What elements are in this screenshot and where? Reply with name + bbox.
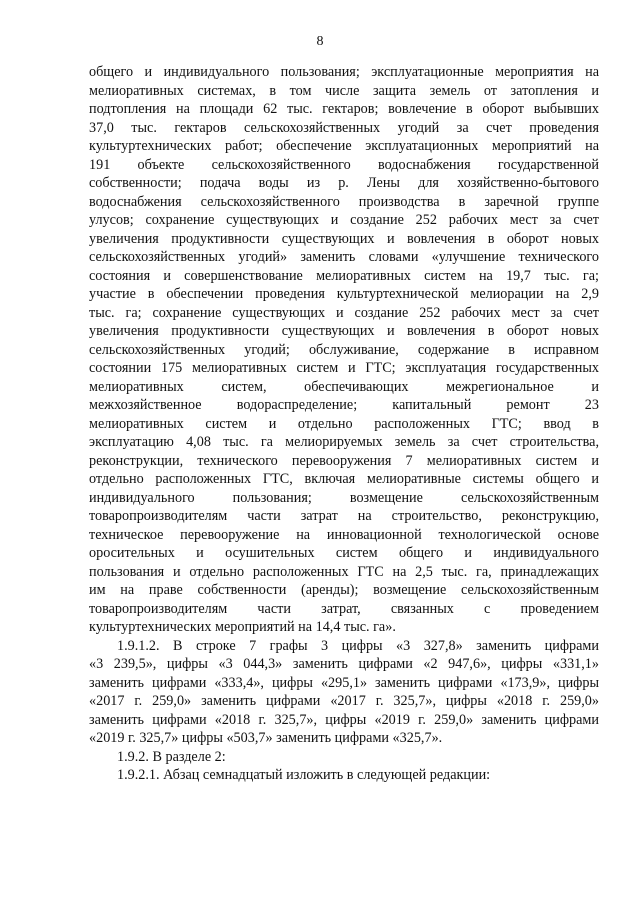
text-line: увеличения продуктивности существующих и вовлечения в оборот новых	[89, 230, 599, 247]
text-line: индивидуального пользования; возмещение сельскохозяйственным	[89, 489, 599, 506]
text-line: общего и индивидуального пользования; эксплуатационные мероприятия на	[89, 64, 599, 80]
text-line: состоянии 175 мелиоративных систем и ГТС; эксплуатация государственных	[89, 360, 599, 376]
page-number: 8	[316, 34, 324, 49]
text-line: участие в обеспечении проведения культуртехнической мелиорации на 2,9	[89, 286, 599, 302]
text-line: культуртехнических мероприятий на 14,4 тыс. га».	[89, 619, 396, 635]
text-line: им на праве собственности (аренды); возмещение сельскохозяйственным	[89, 582, 599, 598]
text-line: сельскохозяйственных угодий» заменить словами «улучшение технического	[89, 249, 599, 265]
text-line: оросительных и осушительных систем общего и индивидуального	[89, 545, 599, 561]
text-line: 1.9.2.1. Абзац семнадцатый изложить в следующей редакции:	[117, 767, 491, 783]
text-line: заменить цифрами «2018 г. 325,7», цифры «2019 г. 259,0» заменить цифрами	[89, 711, 599, 728]
text-line: «3 239,5», цифры «3 044,3» заменить цифрами «2 947,6», цифры «331,1»	[89, 656, 599, 672]
text-line: состояния и совершенствование мелиоративных систем на 19,7 тыс. га;	[89, 267, 599, 284]
text-line: культуртехнических работ; обеспечение эксплуатационных мероприятий на	[89, 138, 599, 154]
text-line: улусов; сохранение существующих и создание 252 рабочих мест за счет	[89, 212, 599, 228]
document-body	[89, 63, 599, 785]
text-line: пользования и отдельно расположенных ГТС на 2,5 тыс. га, принадлежащих	[89, 563, 599, 580]
text-line: реконструкции, технического перевооружения 7 мелиоративных систем и	[89, 452, 599, 469]
text-line: заменить цифрами «333,4», цифры «295,1» заменить цифрами «173,9», цифры	[89, 674, 599, 691]
text-line: собственности; подача воды из р. Лены для хозяйственно-бытового	[89, 175, 599, 191]
text-line: «2019 г. 325,7» цифры «503,7» заменить цифрами «325,7».	[89, 730, 443, 746]
text-line: мелиоративных системах, в том числе защита земель от затопления и	[89, 82, 599, 99]
text-line: межхозяйственное водораспределение; капитальный ремонт 23	[89, 397, 599, 413]
text-line: подтопления на площади 62 тыс. гектаров; вовлечение в оборот выбывших	[89, 101, 599, 117]
text-line: отдельно расположенных ГТС, включая мелиоративные системы общего и	[89, 471, 599, 487]
text-line: сельскохозяйственных угодий; обслуживание, содержание в исправном	[89, 341, 599, 358]
text-line: 1.9.1.2. В строке 7 графы 3 цифры «3 327,8» заменить цифрами	[117, 637, 599, 654]
text-line: мелиоративных систем, обеспечивающих межрегиональное и	[89, 378, 599, 395]
text-line: 1.9.2. В разделе 2:	[117, 748, 226, 765]
text-line: эксплуатацию 4,08 тыс. га мелиорируемых земель за счет строительства,	[89, 434, 599, 450]
text-line: техническое перевооружение на инновационной технологической основе	[89, 526, 599, 543]
text-line: 191 объекте сельскохозяйственного водоснабжения государственной	[89, 156, 599, 173]
text-line: увеличения продуктивности существующих и вовлечения в оборот новых	[89, 323, 599, 339]
text-line: товаропроизводителям части затрат, связанных с проведением	[89, 600, 599, 617]
text-line: товаропроизводителям части затрат на строительство, реконструкцию,	[89, 508, 599, 524]
text-line: водоснабжения сельскохозяйственного производства в заречной группе	[89, 193, 599, 210]
text-line: «2017 г. 259,0» заменить цифрами «2017 г. 325,7», цифры «2018 г. 259,0»	[89, 693, 599, 709]
text-line: мелиоративных систем и отдельно расположенных ГТС; ввод в	[89, 415, 599, 432]
text-line: тыс. га; сохранение существующих и создание 252 рабочих мест за счет	[89, 304, 599, 321]
text-line: 37,0 тыс. гектаров сельскохозяйственных угодий за счет проведения	[89, 119, 599, 136]
